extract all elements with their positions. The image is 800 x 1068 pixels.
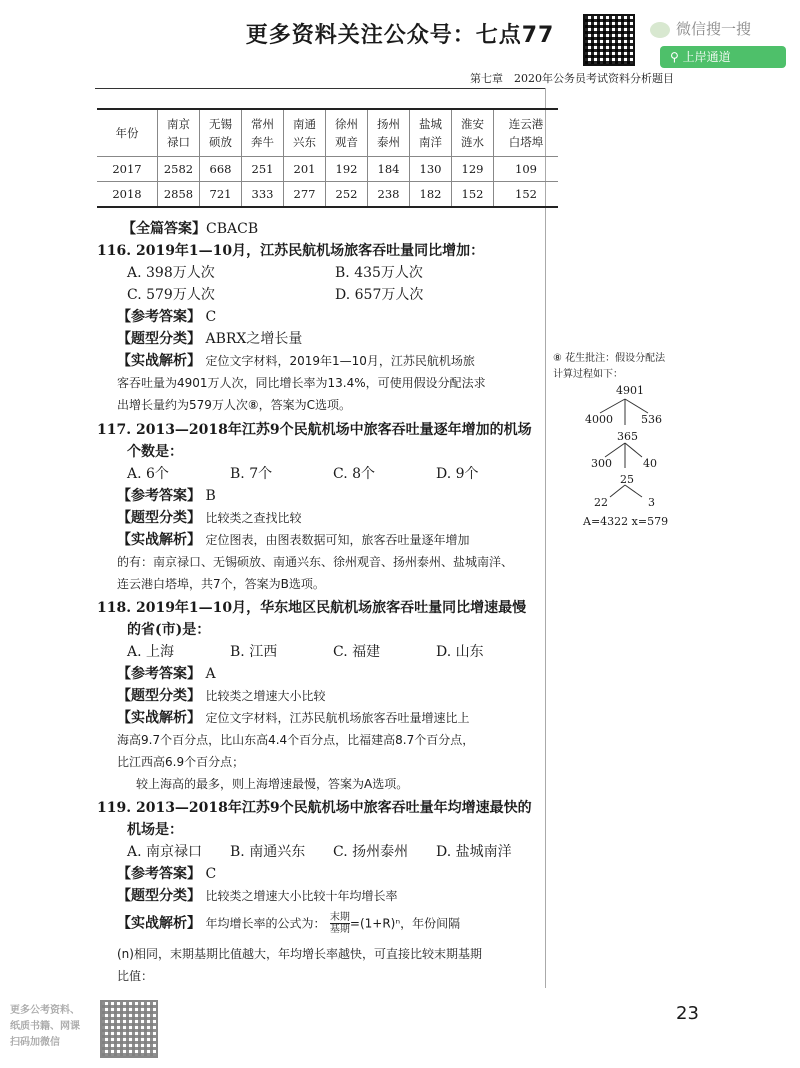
q118-exp-2: 海高9.7个百分点，比山东高4.4个百分点，比福建高8.7个百分点， [117, 733, 475, 747]
table-cell: 2017 [112, 162, 142, 176]
table-header-cell: 盐城 南洋 [410, 109, 452, 157]
q116-exp-3: 出增长量约为579万人次⑧，答案为C选项。 [117, 398, 352, 412]
table-header-cell: 扬州 泰州 [368, 109, 410, 157]
header-rule [95, 88, 545, 89]
q119-exp-3: 比值： [117, 969, 154, 983]
q119-option-a: A. 南京禄口 [127, 844, 203, 860]
table-cell: 201 [284, 157, 326, 182]
q117-answer: 【参考答案】 B [117, 488, 216, 504]
tree-22: 22 [594, 496, 608, 509]
chapter-header: 第七章 2020年公务员考试资料分析题目 [470, 72, 674, 85]
table-header-cell: 连云港 白塔埠 [494, 109, 559, 157]
tree-result: A=4322 x=579 [583, 515, 669, 528]
table-cell: 251 [242, 157, 284, 182]
q116-stem: 116. 2019年1—10月，江苏民航机场旅客吞吐量同比增加： [97, 243, 485, 259]
airport-table [97, 108, 558, 208]
q118-option-c: C. 福建 [333, 644, 381, 660]
q119-option-c: C. 扬州泰州 [333, 844, 409, 860]
promo-text: 更多公考资料、 纸质书籍、网课 扫码加微信 [10, 1005, 80, 1048]
tree-536: 536 [641, 413, 662, 426]
wechat-icon [650, 22, 670, 38]
table-cell: 668 [200, 157, 242, 182]
margin-note: ⑧ 花生批注：假设分配法计算过程如下： [553, 353, 666, 380]
q117-option-c: C. 8个 [333, 466, 376, 482]
q117-stem-2: 个数是： [127, 444, 183, 460]
table-cell: 182 [410, 182, 452, 208]
table-cell: 238 [368, 182, 410, 208]
table-cell: 152 [494, 182, 559, 208]
q116-exp-2: 客吞吐量为4901万人次，同比增长率为13.4%，可使用假设分配法求 [117, 376, 486, 390]
margin-rule [545, 88, 546, 988]
table-header-cell: 淮安 涟水 [452, 109, 494, 157]
table-row [97, 182, 558, 208]
q118-exp-3: 比江西高6.9个百分点； [117, 755, 245, 769]
q117-exp-3: 连云港白塔埠，共7个，答案为B选项。 [117, 577, 325, 591]
table-cell: 152 [452, 182, 494, 208]
table-header-cell: 常州 奔牛 [242, 109, 284, 157]
table-cell: 109 [494, 157, 559, 182]
q117-type: 【题型分类】 比较类之查找比较 [117, 510, 302, 526]
q119-exp-2: (n)相同，末期基期比值越大，年均增长率越快，可直接比较末期基期 [117, 947, 482, 961]
q116-option-b: B. 435万人次 [335, 265, 423, 281]
table-cell: 2858 [158, 182, 200, 208]
table-cell: 333 [242, 182, 284, 208]
table-header-cell: 无锡 硕放 [200, 109, 242, 157]
q117-exp-1: 【实战解析】 定位图表，由图表数据可知，旅客吞吐量逐年增加 [117, 532, 470, 548]
wechat-search-logo: 微信搜一搜 [650, 18, 800, 40]
q119-answer: 【参考答案】 C [117, 866, 217, 882]
q117-stem-1: 117. 2013—2018年江苏9个民航机场中旅客吞吐量逐年增加的机场 [97, 422, 532, 438]
q116-option-d: D. 657万人次 [335, 287, 424, 303]
q117-option-a: A. 6个 [127, 466, 169, 482]
q116-type: 【题型分类】 ABRX之增长量 [117, 331, 303, 347]
q116-option-a: A. 398万人次 [127, 265, 215, 281]
q117-exp-2: 的有：南京禄口、无锡硕放、南通兴东、徐州观音、扬州泰州、盐城南洋、 [117, 555, 514, 569]
tree-40: 40 [643, 457, 657, 470]
table-cell: 721 [200, 182, 242, 208]
q116-exp-1: 【实战解析】 定位文字材料，2019年1—10月，江苏民航机场旅 [117, 353, 475, 369]
tree-25: 25 [620, 473, 634, 486]
tree-365: 365 [617, 430, 638, 443]
table-cell: 2018 [112, 187, 142, 201]
q116-answer: 【参考答案】 C [117, 309, 217, 325]
q119-stem-2: 机场是： [127, 822, 183, 838]
table-cell: 277 [284, 182, 326, 208]
tree-3: 3 [648, 496, 655, 509]
table-cell: 192 [326, 157, 368, 182]
table-header-cell: 徐州 观音 [326, 109, 368, 157]
fraction: 末期 基期 [329, 912, 350, 935]
table-cell: 129 [452, 157, 494, 182]
q118-exp-4: 较上海高的最多，则上海增速最慢，答案为A选项。 [136, 777, 409, 791]
q118-exp-1: 【实战解析】 定位文字材料，江苏民航机场旅客吞吐量增速比上 [117, 710, 470, 726]
table-cell: 2582 [158, 157, 200, 182]
q117-option-b: B. 7个 [230, 466, 273, 482]
table-header-cell: 南京 禄口 [158, 109, 200, 157]
table-cell: 184 [368, 157, 410, 182]
q119-exp-1: 【实战解析】 年均增长率的公式为： 末期 基期 =(1+R)ⁿ，年份间隔 [117, 912, 461, 935]
qr-code-top [583, 14, 635, 66]
tree-4000: 4000 [585, 413, 613, 426]
search-button[interactable]: ⚲ 上岸通道 [660, 46, 786, 68]
q119-option-b: B. 南通兴东 [230, 844, 306, 860]
table-header-cell: 南通 兴东 [284, 109, 326, 157]
table-row [97, 157, 558, 182]
q119-option-d: D. 盐城南洋 [436, 844, 512, 860]
table-header-cell: 年份 [115, 126, 139, 140]
full-answer: 【全篇答案】CBACB [122, 221, 259, 237]
q116-option-c: C. 579万人次 [127, 287, 215, 303]
table-cell: 252 [326, 182, 368, 208]
table-cell: 130 [410, 157, 452, 182]
q118-option-a: A. 上海 [127, 644, 175, 660]
tree-4901: 4901 [616, 384, 644, 397]
q118-type: 【题型分类】 比较类之增速大小比较 [117, 688, 326, 704]
q119-type: 【题型分类】 比较类之增速大小比较十年均增长率 [117, 888, 398, 904]
q118-answer: 【参考答案】 A [117, 666, 216, 682]
page-number: 23 [676, 1003, 699, 1024]
q118-option-b: B. 江西 [230, 644, 278, 660]
q117-option-d: D. 9个 [436, 466, 479, 482]
q118-stem-2: 的省(市)是： [127, 622, 211, 638]
qr-code-bottom [100, 1000, 158, 1058]
q118-stem-1: 118. 2019年1—10月，华东地区民航机场旅客吞吐量同比增速最慢 [97, 600, 527, 616]
tree-300: 300 [591, 457, 612, 470]
page-title: 更多资料关注公众号：七点77 [245, 23, 555, 48]
q118-option-d: D. 山东 [436, 644, 484, 660]
q119-stem-1: 119. 2013—2018年江苏9个民航机场中旅客吞吐量年均增速最快的 [97, 800, 532, 816]
